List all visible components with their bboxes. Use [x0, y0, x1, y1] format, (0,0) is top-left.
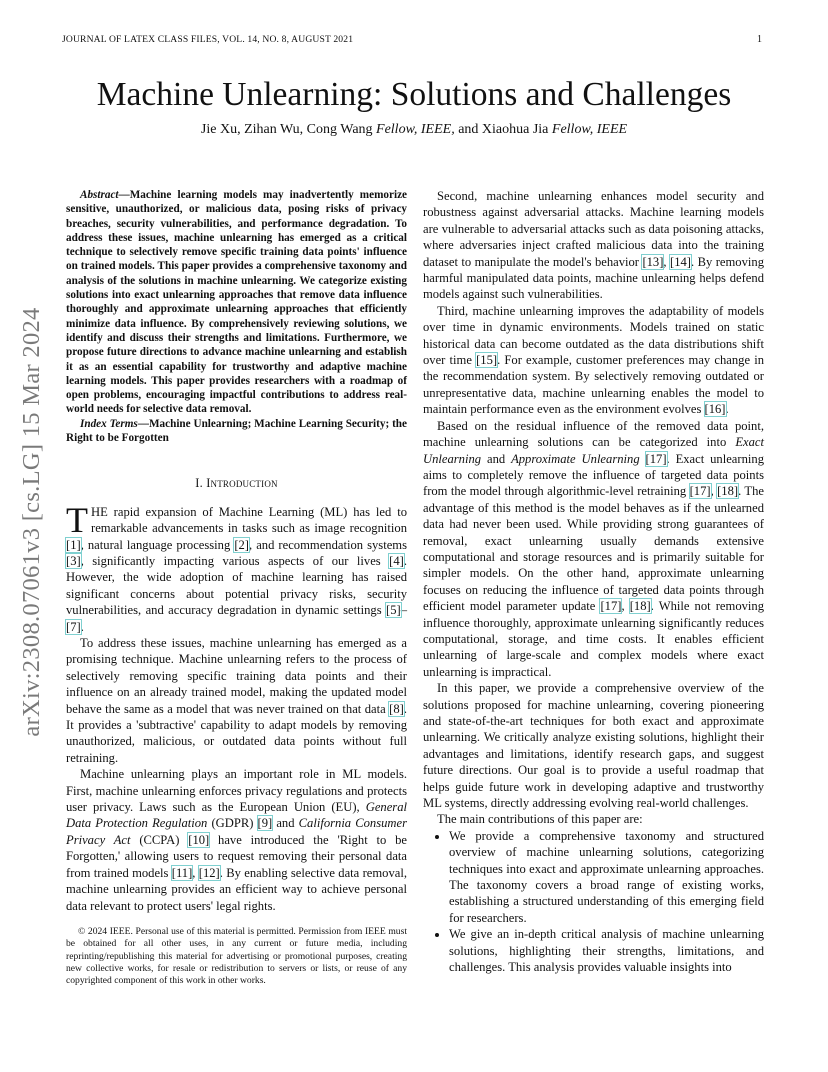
- citation-link[interactable]: [17]: [689, 484, 711, 499]
- intro-paragraph-6: [423, 418, 764, 681]
- citation-link[interactable]: [14]: [670, 254, 691, 269]
- citation-link[interactable]: [12]: [198, 865, 220, 880]
- right-column: [423, 188, 764, 976]
- index-terms-label: Index Terms: [80, 417, 138, 430]
- author-names-1: Jie Xu, Zihan Wu, Cong Wang: [200, 122, 373, 137]
- text-run: To address these issues, machine unlearning has emerged as a promising technique. Machine unlearning refers to the process of selectively removing specific training data points and their influence on an already trained model, making the updated model behave the same as a model that was never trained on that data: [66, 636, 407, 716]
- section-heading-introduction: [66, 475, 407, 491]
- text-run: ,: [663, 254, 671, 269]
- text-run: ,: [192, 865, 199, 880]
- citation-link[interactable]: [16]: [704, 402, 726, 417]
- citation-link[interactable]: [10]: [188, 832, 210, 847]
- text-run-italic: Exact Unlearning: [423, 435, 764, 466]
- abstract: [66, 188, 407, 445]
- paper-title: Machine Unlearning: Solutions and Challenges: [96, 76, 732, 113]
- index-terms-text: —Machine Unlearning; Machine Learning Security; the Right to be Forgotten: [66, 417, 407, 445]
- footnote-text: © 2024 IEEE. Personal use of this material is permitted. Permission from IEEE must be obtained for all other uses, in any current or future media, including reprinting/republishing this material for advertising or promotional purposes, creating new collective works, for resale or redistribution to servers or lists, or reuse of any copyrighted component of this work in other works.: [66, 925, 407, 987]
- list-item: • We give an in-depth critical analysis of machine unlearning solutions, highlighting their strengths, limitations, and challenges. This analysis provides valuable insights into: [449, 926, 764, 975]
- citation-link[interactable]: [18]: [717, 484, 739, 499]
- text-run: , significantly impacting various aspects of our lives: [80, 553, 390, 568]
- citation-link[interactable]: [8]: [389, 701, 404, 716]
- intro-paragraph-7: In this paper, we provide a comprehensive overview of the solutions proposed for machine unlearning, covering pioneering and state-of-the-art techniques for both exact and approximate unlearning. We critically analyze existing solutions, highlight their advantages and limitations, identify research gaps, and suggest future directions. Our goal is to provide a useful roadmap that helps guide future work in developing adaptive and trustworthy ML systems, directly addressing evolving real-world challenges.: [423, 681, 764, 811]
- intro-paragraph-4: [423, 188, 764, 303]
- abstract-label: Abstract: [80, 189, 119, 201]
- section-number: I.: [195, 476, 203, 491]
- citation-link[interactable]: [7]: [66, 619, 81, 634]
- text-run: Machine unlearning plays an important role in ML models. First, machine unlearning enforces privacy regulations and protects user privacy. Laws such as the European Union (EU),: [66, 767, 407, 815]
- citation-link[interactable]: [17]: [600, 599, 622, 614]
- intro-paragraph-5: [423, 303, 764, 418]
- text-run: . The advantage of this method is the model behaves as if the unlearned data had never been used. While providing strong guarantees of removal, exact unlearning usually demands extensive computational and storage resources and is primarily suitable for simpler models. On the other hand, approximate unlearning focuses on reducing the influence of targeted data points through efficient model parameter update: [423, 484, 764, 614]
- text-run: HE rapid expansion of Machine Learning (ML) has led to remarkable advancements in tasks such as image recognition: [91, 504, 407, 536]
- citation-link[interactable]: [2]: [234, 537, 249, 552]
- citation-link[interactable]: [18]: [629, 599, 651, 614]
- author-names-2: and Xiaohua Jia: [458, 122, 549, 137]
- text-run: ,: [710, 484, 718, 499]
- citation-link[interactable]: [11]: [171, 865, 193, 880]
- text-run: Second, machine unlearning enhances model security and robustness against adversarial attacks. Machine learning models are vulnerable to adversarial attacks such as data poisoning attacks, where adversaries inject crafted malicious data into the training dataset to manipulate the model's behavior: [423, 189, 764, 269]
- citation-link[interactable]: [13]: [642, 254, 664, 269]
- text-run: .: [725, 402, 729, 417]
- text-run: . It provides a 'subtractive' capability to adapt models by removing unauthorized, malicious, or outdated data points without full retraining.: [66, 701, 407, 765]
- contributions-list: [423, 828, 764, 976]
- page-number: 1: [757, 34, 762, 45]
- text-run: . For example, customer preferences may change in the recommendation system. By selectively removing outdated or unrepresentative data, machine unlearning enables the model to maintain performance even as the environment evolves: [423, 353, 764, 417]
- citation-link[interactable]: [15]: [476, 353, 498, 368]
- citation-link[interactable]: [3]: [66, 553, 81, 568]
- author-fellow-1: Fellow, IEEE,: [376, 122, 455, 137]
- text-run: and: [481, 451, 512, 466]
- list-item: • We provide a comprehensive taxonomy and structured overview of machine unlearning solutions, categorizing techniques into exact and approximate unlearning approaches. The taxonomy covers a broad range of existing works, establishing a structured understanding of this emerging field for researchers.: [449, 828, 764, 926]
- arxiv-identifier-margin: [12, 282, 52, 762]
- contributions-intro: The main contributions of this paper are:: [437, 812, 643, 827]
- text-run: Based on the residual influence of the removed data point, machine unlearning solutions can be categorized into: [423, 418, 764, 450]
- arxiv-identifier-text: arXiv:2308.07061v3 [cs.LG] 15 Mar 2024: [18, 307, 45, 737]
- text-run: –: [400, 603, 407, 618]
- text-run: . Exact unlearning aims to completely remove the influence of targeted data points from the model through algorithmic-level retraining: [423, 451, 764, 499]
- journal-header: JOURNAL OF LATEX CLASS FILES, VOL. 14, NO. 8, AUGUST 2021: [62, 34, 354, 45]
- text-run: Third, machine unlearning improves the adaptability of models over time in dynamic environments. Models trained on static historical data can become outdated as the data distributions shift over time: [423, 303, 764, 368]
- citation-link[interactable]: [5]: [386, 603, 401, 618]
- text-run: , and recommendation systems: [249, 537, 407, 552]
- text-run-italic: General Data Protection Regulation: [66, 800, 407, 831]
- text-run-italic: California Consumer Privacy Act: [66, 816, 407, 847]
- abstract-text: —Machine learning models may inadvertently memorize sensitive, unauthorized, or malicious data, posing risks of privacy breaches, security vulnerabilities, and performance degradation. To address these issues, machine unlearning has emerged as a critical technique to selectively remove specific training data points' influence on trained models. This paper provides a comprehensive taxonomy and analysis of the solutions in machine unlearning. We categorize existing solutions into exact unlearning approaches that remove data influence thoroughly and approximate unlearning approaches that efficiently minimize data influence. By comprehensively reviewing solutions, we identify and discuss their strengths and limitations. Furthermore, we propose future directions to advance machine unlearning and establish it as an essential capability for trustworthy and adaptive machine learning models. This paper provides researchers with a roadmap of open problems, encouraging impactful contributions to address real-world needs for selective data removal.: [66, 189, 407, 416]
- text-run: (CCPA): [130, 832, 189, 847]
- intro-paragraph-2: [66, 635, 407, 766]
- text-run: . While not removing influence thoroughly, approximate unlearning significantly reduces computational, storage, and time costs. It enables efficient unlearning of large-scale and complex models where exact unlearning is impractical.: [423, 599, 765, 679]
- text-run: and: [272, 816, 299, 831]
- citation-link[interactable]: [17]: [645, 451, 667, 466]
- text-run: . By enabling selective data removal, machine unlearning provides an efficient way to achieve personal data relevant to protect users' legal rights.: [66, 865, 407, 913]
- citation-link[interactable]: [1]: [66, 537, 81, 552]
- intro-paragraph-3: [66, 766, 407, 914]
- citation-link[interactable]: [9]: [257, 816, 273, 831]
- text-run: [640, 452, 646, 466]
- intro-paragraph-1: [66, 499, 407, 635]
- text-run: , natural language processing: [80, 537, 235, 552]
- left-column: [66, 188, 407, 987]
- text-run-italic: Approximate Unlearning: [511, 451, 640, 466]
- text-run: . However, the wide adoption of machine learning has raised significant concerns about potential privacy risks, security vulnerabilities, and accuracy degradation in dynamic settings: [66, 553, 407, 618]
- copyright-footnote: [66, 926, 407, 987]
- text-run: .: [80, 619, 84, 634]
- text-run: (GDPR): [207, 816, 258, 831]
- index-terms: [66, 417, 407, 446]
- text-run: . By removing harmful manipulated data points, machine unlearning helps defend models against such vulnerabilities.: [423, 254, 764, 302]
- author-fellow-2: Fellow, IEEE: [551, 122, 628, 137]
- citation-link[interactable]: [4]: [389, 553, 404, 568]
- text-run: have introduced the 'Right to be Forgotten,' allowing users to request removing their personal data from trained models: [66, 832, 407, 880]
- drop-cap: T: [66, 499, 88, 540]
- section-title: Introduction: [206, 476, 278, 491]
- author-line: [0, 122, 828, 138]
- text-run: ,: [621, 599, 630, 614]
